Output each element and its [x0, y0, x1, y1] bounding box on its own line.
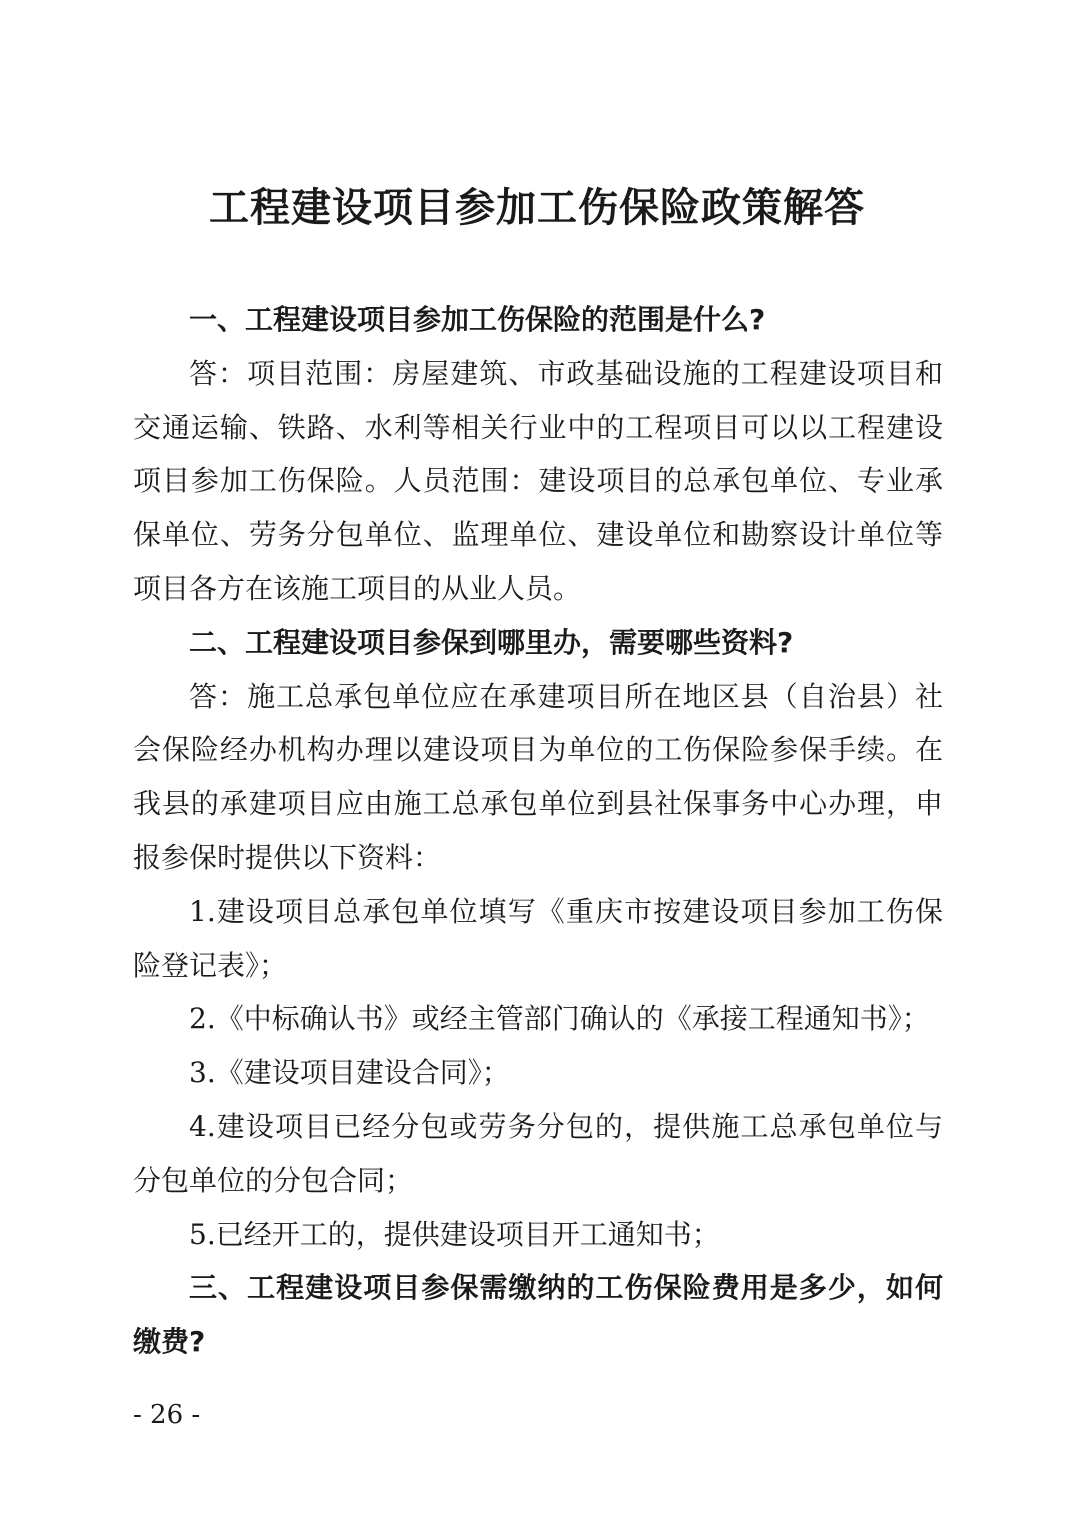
page-number: - 26 -	[133, 1400, 201, 1430]
list-item-4: 4.建设项目已经分包或劳务分包的，提供施工总承包单位与分包单位的分包合同；	[133, 1109, 943, 1197]
list-item-1: 1.建设项目总承包单位填写《重庆市按建设项目参加工伤保险登记表》；	[133, 894, 943, 982]
answer-paragraph-1: 答：项目范围：房屋建筑、市政基础设施的工程建设项目和交通运输、铁路、水利等相关行业中的工程项目可以以工程建设项目参加工伤保险。人员范围：建设项目的总承包单位、专业承保单位、劳务分包单位、监理单位、建设单位和勘察设计单位等项目各方在该施工项目的从业人员。	[133, 356, 943, 605]
answer-paragraph-2: 答：施工总承包单位应在承建项目所在地区县（自治县）社会保险经办机构办理以建设项目为单位的工伤保险参保手续。在我县的承建项目应由施工总承包单位到县社保事务中心办理，申报参保时提供以下资料：	[133, 679, 943, 874]
list-item-3: 3.《建设项目建设合同》；	[189, 1056, 510, 1090]
document-body	[133, 293, 943, 1369]
question-heading-2: 二、工程建设项目参保到哪里办，需要哪些资料?	[189, 625, 794, 659]
document-title: 工程建设项目参加工伤保险政策解答	[209, 185, 865, 231]
list-item-2: 2.《中标确认书》或经主管部门确认的《承接工程通知书》；	[189, 1002, 930, 1036]
question-heading-1: 一、工程建设项目参加工伤保险的范围是什么?	[189, 303, 766, 336]
list-item-5: 5.已经开工的，提供建设项目开工通知书；	[189, 1217, 720, 1251]
question-heading-3: 三、工程建设项目参保需缴纳的工伤保险费用是多少，如何缴费?	[133, 1271, 943, 1359]
